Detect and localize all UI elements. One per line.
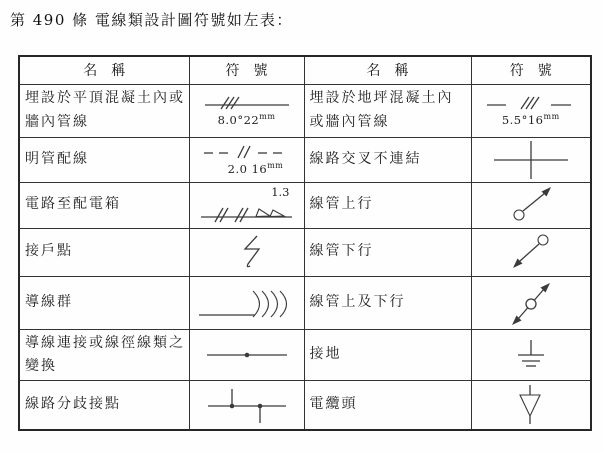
row4-right-name: 線管下行	[304, 228, 471, 276]
wire-group-icon	[197, 283, 297, 323]
row3-right-name: 線管上行	[304, 182, 471, 228]
row2-right-name: 線路交叉不連結	[304, 137, 471, 182]
header-name-left: 名 稱	[19, 56, 189, 84]
row7-left-name: 線路分歧接點	[19, 380, 189, 430]
service-entrance-point-icon	[217, 233, 277, 271]
row1-left-name: 埋設於平頂混凝土內或牆內管線	[19, 84, 189, 137]
header-symbol-left: 符 號	[189, 56, 304, 84]
row4-left-name: 接戶點	[19, 228, 189, 276]
row5-left-name: 導線群	[19, 276, 189, 329]
symbols-table	[18, 55, 592, 431]
symbol-size-label: 2.0 $16^{mm}$	[227, 160, 284, 176]
wire-joint-or-size-change-icon	[202, 349, 292, 361]
row3-left-name: 電路至配電箱	[19, 182, 189, 228]
circuit-to-panelboard-icon	[199, 199, 295, 225]
ground-icon	[506, 337, 556, 373]
header-symbol-right: 符 號	[471, 56, 591, 84]
row6-right-name: 接地	[304, 329, 471, 380]
row1-right-name: 埋設於地坪混凝土內或牆內管線	[304, 84, 471, 137]
exposed-conduit-icon	[201, 144, 293, 160]
table-row	[19, 182, 591, 228]
symbol-size-label: $5.5^\circ 16^{mm}$	[501, 112, 560, 127]
branch-junction-point-icon	[202, 384, 292, 426]
conduit-up-and-down-icon	[500, 277, 562, 329]
header-name-right: 名 稱	[304, 56, 471, 84]
ceiling-concealed-conduit-icon	[201, 94, 293, 111]
table-row	[19, 228, 591, 276]
page-title: 第 490 條 電線類設計圖符號如左表：	[10, 11, 293, 29]
header-row	[19, 56, 591, 84]
row7-right-name: 電纜頭	[304, 380, 471, 430]
symbol-size-label: $8.0^\circ 22^{mm}$	[217, 112, 276, 127]
lines-crossing-not-connected-icon	[486, 139, 576, 181]
symbol-size-label: 1.3	[271, 184, 290, 199]
conduit-down-icon	[501, 230, 561, 274]
row6-left-name: 導線連接或線徑線類之變換	[19, 329, 189, 380]
table-row	[19, 329, 591, 380]
table-row	[19, 84, 591, 137]
table-row	[19, 380, 591, 430]
row5-right-name: 線管上及下行	[304, 276, 471, 329]
table-row	[19, 276, 591, 329]
floor-concealed-conduit-icon	[485, 94, 577, 111]
row2-left-name: 明管配線	[19, 137, 189, 182]
conduit-up-icon	[501, 183, 561, 227]
table-row	[19, 137, 591, 182]
cable-head-icon	[510, 383, 552, 427]
